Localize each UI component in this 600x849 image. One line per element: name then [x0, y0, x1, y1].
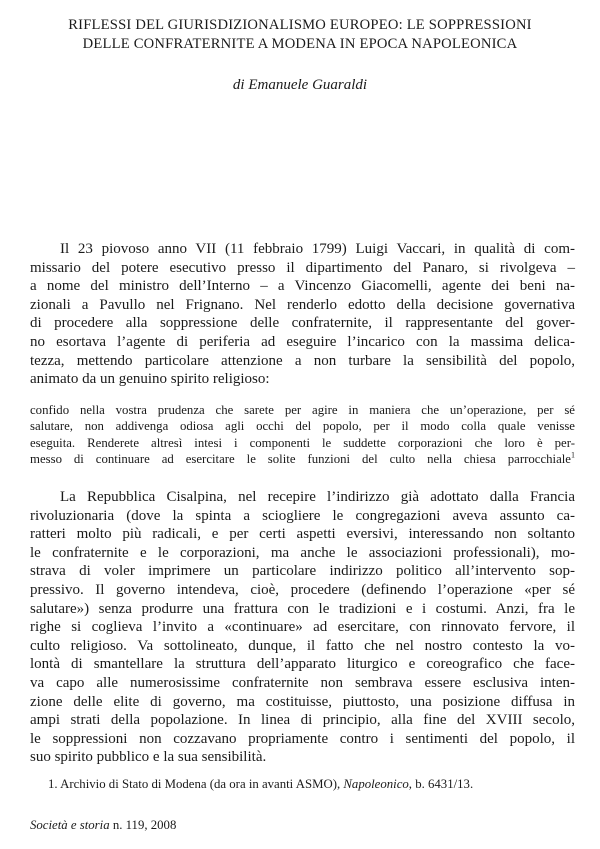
paragraph-line: animato da un genuino spirito religioso:	[30, 371, 270, 388]
paragraph-line: righe si coglieva l’invito a «continuare» ad esercitare, con rinnovato fervore, il	[30, 619, 575, 636]
paragraph-line: a nome del ministro dell’Interno – a Vincenzo Giacomelli, agente dei beni na-	[30, 278, 575, 295]
block-quote	[30, 402, 575, 468]
author-byline: di Emanuele Guaraldi	[232, 77, 368, 93]
paragraph-line: culto religioso. Va sottolineato, dunque, il fatto che nel nostro contesto la vo-	[30, 637, 575, 654]
paragraph-2	[30, 488, 575, 767]
quote-line: salutare, non addivenga odiosa agli occhi del popolo, per il modo colla quale venisse	[30, 419, 575, 434]
article-title	[20, 16, 580, 54]
footnote-text-end: , b. 6431/13.	[408, 777, 474, 791]
title-line-1: RIFLESSI DEL GIURISDIZIONALISMO EUROPEO: LE SOPPRESSIONI	[68, 17, 532, 33]
footnote-italic: Napoleonico	[343, 777, 409, 791]
paragraph-line: va capo alle numerosissime confraternite non sembrava essere esclusiva inten-	[30, 674, 575, 691]
title-line-2: DELLE CONFRATERNITE A MODENA IN EPOCA NAPOLEONICA	[82, 36, 518, 52]
footnote-text: Archivio di Stato di Modena (da ora in avanti ASMO),	[60, 777, 341, 791]
paragraph-line: strava di voler imprimere un particolare indirizzo politico all’intervento sop-	[30, 563, 575, 580]
paragraph-line: salutare») senza produrre una frattura con le tradizioni e i costumi. Anzi, fra le	[30, 600, 575, 617]
paragraph-line: no esortava l’agente di periferia ad eseguire l’incarico con la massima delica-	[30, 333, 575, 350]
paragraph-line: tezza, mettendo particolare attenzione a non turbare la sensibilità del popolo,	[30, 352, 575, 369]
paragraph-1	[30, 240, 575, 389]
paragraph-line: Il 23 piovoso anno VII (11 febbraio 1799) Luigi Vaccari, in qualità di com-	[60, 241, 575, 257]
footnote-number: 1.	[48, 777, 58, 791]
journal-name: Società e storia	[30, 818, 110, 832]
paragraph-line: le confraternite e le corporazioni, ma anche le associazioni professionali), mo-	[30, 544, 575, 561]
paragraph-line: ratteri molto più radicali, e per certi aspetti eversivi, interessando non soltanto	[30, 526, 575, 543]
quote-line-text: messo di continuare ad esercitare le solite funzioni del culto nella chiesa parrocchiale	[30, 452, 571, 467]
footnote-1	[48, 777, 473, 792]
quote-line: confido nella vostra prudenza che sarete per agire in maniera che un’operazione, per sé	[30, 403, 575, 417]
paragraph-line: le soppressioni non cozzavano propriamente contro i sentimenti del popolo, il	[30, 730, 575, 747]
paragraph-line: pressivo. Il governo intendeva, cioè, procedere (definendo l’operazione «per sé	[30, 581, 575, 598]
paragraph-line: di procedere alla soppressione delle confraternite, il rappresentante del gover-	[30, 315, 575, 332]
journal-issue: n. 119, 2008	[112, 818, 177, 832]
quote-line-last	[30, 451, 575, 467]
paragraph-line: rivoluzionaria (dove la spinta a sciogliere le congregazioni aveva assunto ca-	[30, 507, 575, 524]
quote-line: eseguita. Renderete altresì intesi i componenti le suddette corporazioni che loro è per-	[30, 435, 575, 450]
footnote-reference[interactable]: 1	[571, 450, 575, 460]
paragraph-line: lontà di smantellare la struttura dell’apparato liturgico e coreografico che face-	[30, 656, 575, 673]
paragraph-line: zionali a Pavullo nel Frignano. Nel renderlo edotto della decisione governativa	[30, 296, 575, 313]
paragraph-line: ampi strati della popolazione. In linea di principio, alla fine del XVIII secolo,	[30, 712, 575, 729]
paragraph-line: missario del potere esecutivo presso il dipartimento del Panaro, si rivolgeva –	[30, 259, 575, 276]
paragraph-line: La Repubblica Cisalpina, nel recepire l’indirizzo già adottato dalla Francia	[60, 489, 575, 505]
journal-footer	[30, 818, 176, 833]
paragraph-line: zione delle elite di governo, ma costituisse, piuttosto, una posizione diffusa in	[30, 693, 575, 710]
paragraph-line: suo spirito pubblico e la sua sensibilità.	[30, 749, 267, 766]
